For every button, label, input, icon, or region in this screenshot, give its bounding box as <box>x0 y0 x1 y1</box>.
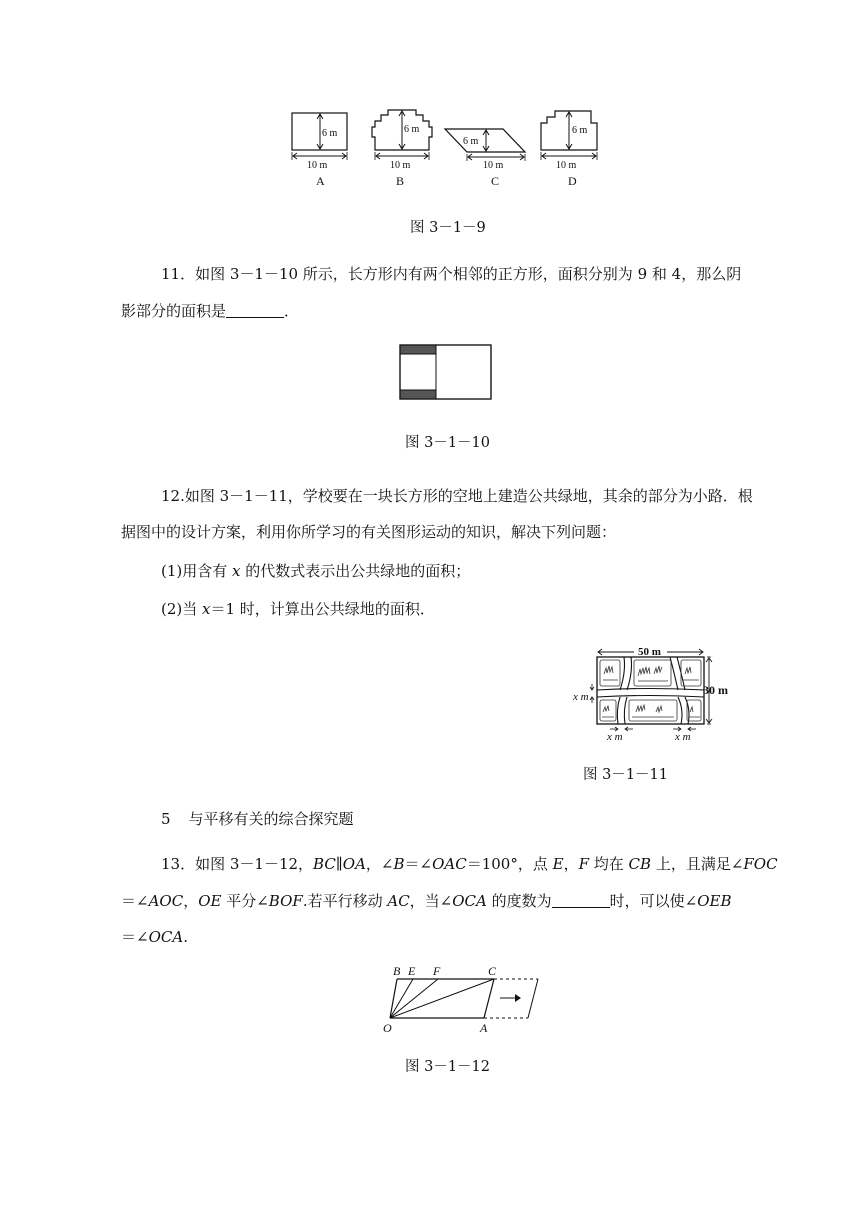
q12-text-line1: 如图 3－1－11，学校要在一块长方形的空地上建造公共绿地，其余的部分为小路．根 <box>184 487 753 505</box>
q11-line2-end: ． <box>284 302 300 320</box>
figure-3-1-9 <box>285 105 615 195</box>
shape-c <box>445 129 525 188</box>
q13-l2-g: .若平行移动 <box>302 892 388 910</box>
q13-l2-d: OE <box>198 892 222 910</box>
fig11-grass <box>600 660 701 721</box>
q13-l1-m: 均在 <box>589 855 629 873</box>
point-e-label: E <box>408 964 416 978</box>
q12-sub1-pre: (1)用含有 <box>161 562 233 580</box>
q13-l2-m: OEB <box>697 892 732 910</box>
fig11-right-label: 30 m <box>703 683 728 697</box>
option-a-label: A <box>316 174 325 188</box>
fig11-bottom-right-label: x m <box>675 731 691 743</box>
point-o-label: O <box>383 1021 392 1035</box>
q11-number: 11． <box>161 265 196 283</box>
q13-l2-f: BOF <box>268 892 303 910</box>
point-b-label: B <box>393 964 401 978</box>
q12-sub2-pre: (2)当 <box>161 600 203 618</box>
q12-line1 <box>161 485 753 507</box>
fig10-caption: 图 3－1－10 <box>405 435 491 451</box>
option-d-label: D <box>568 174 577 188</box>
q12-sub1-var: x <box>232 562 241 580</box>
shape-a-height: 6 m <box>322 128 338 139</box>
q12-number: 12. <box>161 487 185 505</box>
q12-sub1-post: 的代数式表示出公共绿地的面积； <box>240 562 471 580</box>
shape-c-height: 6 m <box>463 136 479 147</box>
point-f-label: F <box>433 964 441 978</box>
q13-l2-c: ， <box>183 892 199 910</box>
q13-l1-g: ＝∠ <box>404 855 433 873</box>
fig11-left-label: x m <box>573 691 589 703</box>
shape-b-width: 10 m <box>390 160 411 171</box>
fig12-caption: 图 3－1－12 <box>405 1059 491 1075</box>
q12-sub1 <box>161 560 470 582</box>
shaded-region-bottom <box>400 390 436 399</box>
q12-sub2-post: ＝1 时，计算出公共绿地的面积． <box>210 600 435 618</box>
q13-l2-b: AOC <box>148 892 184 910</box>
q13-l2-i: ，当∠ <box>409 892 453 910</box>
shape-d <box>541 111 597 188</box>
q13-l2-h: AC <box>387 892 410 910</box>
q13-l1-i: ＝100°，点 <box>466 855 553 873</box>
shaded-region-top <box>400 345 436 354</box>
q13-l1-f: B <box>393 855 405 873</box>
q13-line3 <box>121 926 188 948</box>
q11-text-line2: 影部分的面积是 <box>121 302 227 320</box>
shape-a-width: 10 m <box>307 160 328 171</box>
q13-l1-b: BC <box>313 855 336 873</box>
fig11-drawing <box>570 644 736 744</box>
q13-l1-n: CB <box>628 855 652 873</box>
q13-l2-j: OCA <box>452 892 487 910</box>
q12-line2: 据图中的设计方案，利用你所学习的有关图形运动的知识，解决下列问题： <box>121 523 617 541</box>
shape-b <box>372 110 432 188</box>
fig9-drawing <box>285 105 615 195</box>
q13-l1-c: ∥ <box>335 855 343 873</box>
shape-b-height: 6 m <box>404 124 420 135</box>
fig11-caption: 图 3－1－11 <box>583 767 669 783</box>
q13-l3-b: OCA <box>148 928 184 946</box>
q11-line1 <box>161 263 741 285</box>
q11-answer-blank <box>226 301 284 318</box>
figure-3-1-11 <box>570 644 736 744</box>
option-c-label: C <box>491 174 500 188</box>
q13-l2-l: 时，可以使∠ <box>609 892 698 910</box>
q13-l2-k: 的度数为 <box>486 892 552 910</box>
q13-l1-k: ， <box>563 855 579 873</box>
fig12-drawing <box>380 963 550 1035</box>
q11-text-line1: 如图 3－1－10 所示，长方形内有两个相邻的正方形，面积分别为 9 和 4，那么阴 <box>195 265 742 283</box>
q13-l1-a: 如图 3－1－12， <box>195 855 314 873</box>
figure-3-1-12 <box>380 963 550 1035</box>
q13-l1-e: ，∠ <box>365 855 394 873</box>
q11-line2 <box>121 300 299 322</box>
q12-sub2 <box>161 598 435 620</box>
q12-sub2-var: x <box>202 600 211 618</box>
point-c-label: C <box>488 964 497 978</box>
fig10-drawing <box>398 343 494 401</box>
section-5-heading <box>161 808 354 830</box>
q13-l2-e: 平分∠ <box>221 892 269 910</box>
q13-l1-j: E <box>552 855 564 873</box>
section-5-title: 与平移有关的综合探究题 <box>188 810 354 828</box>
fig11-top-label: 50 m <box>638 646 661 658</box>
q13-line1 <box>161 853 778 875</box>
q13-l1-l: F <box>578 855 589 873</box>
q13-l1-h: OAC <box>432 855 467 873</box>
q13-l1-o: 上，且满足∠ <box>651 855 744 873</box>
q13-number: 13． <box>161 855 196 873</box>
q13-l2-a: ＝∠ <box>121 892 149 910</box>
q13-l1-d: OA <box>342 855 366 873</box>
shape-a <box>292 113 347 188</box>
q13-l1-p: FOC <box>743 855 778 873</box>
shape-d-width: 10 m <box>556 160 577 171</box>
q13-l3-a: ＝∠ <box>121 928 149 946</box>
section-5-number: 5 <box>161 810 171 828</box>
figure-3-1-10 <box>398 343 494 401</box>
q13-answer-blank <box>552 891 610 908</box>
option-b-label: B <box>396 174 405 188</box>
q13-line2 <box>121 890 732 912</box>
shape-c-width: 10 m <box>483 160 504 171</box>
fig11-bottom-left-label: x m <box>607 731 623 743</box>
fig9-caption: 图 3－1－9 <box>410 220 486 236</box>
shape-d-height: 6 m <box>572 125 588 136</box>
q13-l3-c: . <box>183 928 188 946</box>
point-a-label: A <box>480 1021 488 1035</box>
